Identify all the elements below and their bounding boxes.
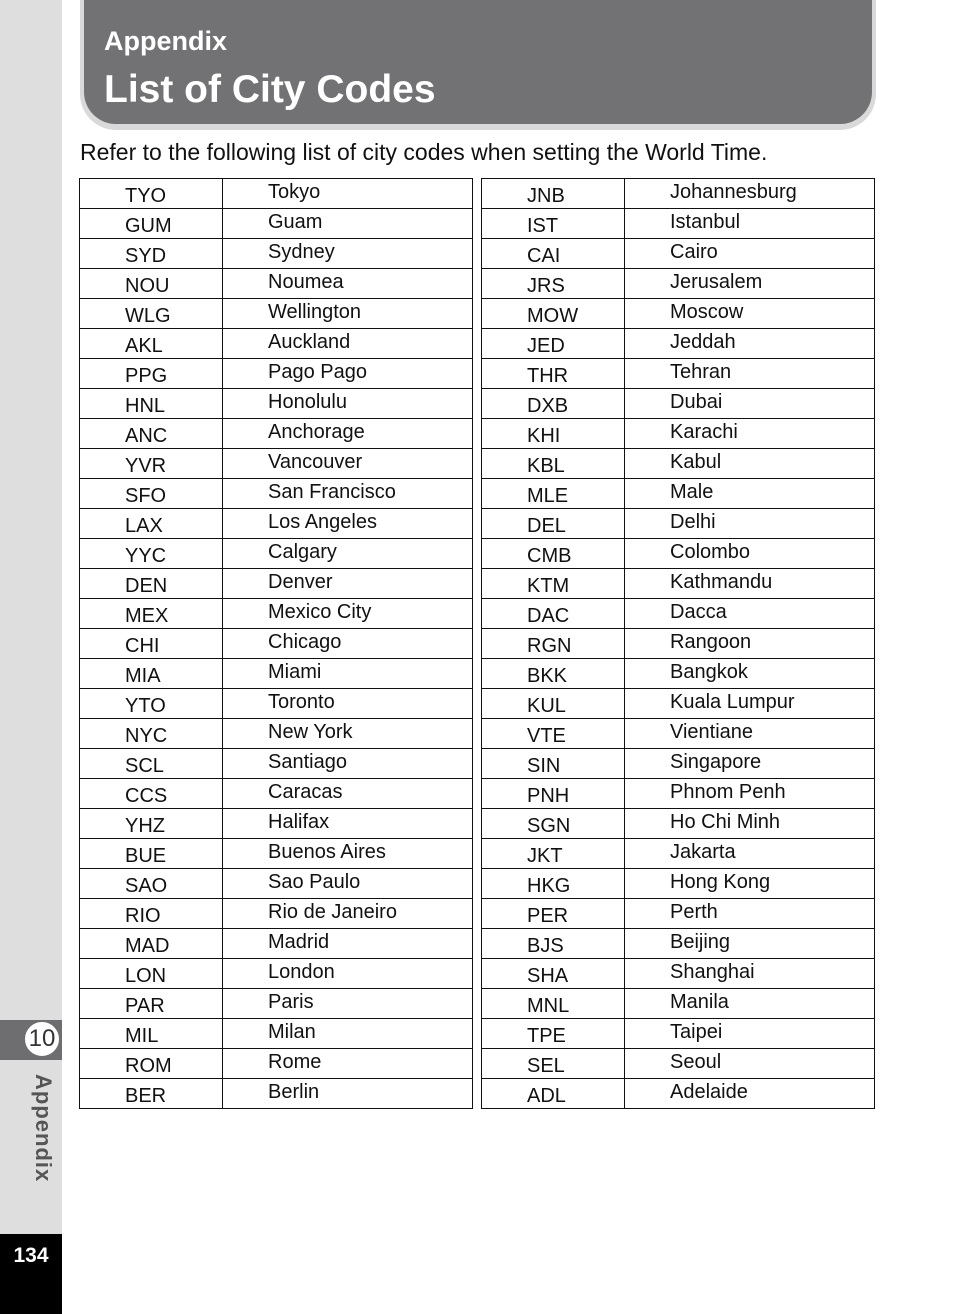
table-row xyxy=(482,1049,875,1079)
table-row xyxy=(482,179,875,209)
city-name: Sydney xyxy=(223,239,473,269)
city-name: Perth xyxy=(625,899,875,929)
city-name: Dubai xyxy=(625,389,875,419)
city-name: Dacca xyxy=(625,599,875,629)
table-row xyxy=(482,869,875,899)
table-row xyxy=(482,779,875,809)
city-code: MAD xyxy=(80,929,223,959)
table-row xyxy=(80,959,473,989)
city-name: Singapore xyxy=(625,749,875,779)
city-name: Noumea xyxy=(223,269,473,299)
table-row xyxy=(80,599,473,629)
city-code: IST xyxy=(482,209,625,239)
table-row xyxy=(482,719,875,749)
city-name: Rome xyxy=(223,1049,473,1079)
city-code: YYC xyxy=(80,539,223,569)
city-name: Miami xyxy=(223,659,473,689)
city-code: PPG xyxy=(80,359,223,389)
city-name: Honolulu xyxy=(223,389,473,419)
city-name: Rio de Janeiro xyxy=(223,899,473,929)
city-code: YTO xyxy=(80,689,223,719)
city-code: SHA xyxy=(482,959,625,989)
table-row xyxy=(482,1079,875,1109)
city-name: Manila xyxy=(625,989,875,1019)
table-row xyxy=(80,209,473,239)
table-row xyxy=(482,329,875,359)
city-name: Sao Paulo xyxy=(223,869,473,899)
city-code: VTE xyxy=(482,719,625,749)
table-row xyxy=(482,509,875,539)
city-name: Jerusalem xyxy=(625,269,875,299)
table-row xyxy=(80,809,473,839)
city-code: PAR xyxy=(80,989,223,1019)
city-code: PNH xyxy=(482,779,625,809)
city-name: Mexico City xyxy=(223,599,473,629)
city-code: SEL xyxy=(482,1049,625,1079)
city-name: Delhi xyxy=(625,509,875,539)
city-code: BJS xyxy=(482,929,625,959)
city-name: Los Angeles xyxy=(223,509,473,539)
city-name: Taipei xyxy=(625,1019,875,1049)
table-row xyxy=(80,689,473,719)
city-code: SGN xyxy=(482,809,625,839)
city-code: CCS xyxy=(80,779,223,809)
city-name: Calgary xyxy=(223,539,473,569)
table-row xyxy=(80,929,473,959)
city-code: BUE xyxy=(80,839,223,869)
city-codes-table-right xyxy=(481,178,875,1109)
city-name: Buenos Aires xyxy=(223,839,473,869)
table-row xyxy=(80,479,473,509)
city-code: ANC xyxy=(80,419,223,449)
city-name: Auckland xyxy=(223,329,473,359)
table-row xyxy=(80,989,473,1019)
city-name: New York xyxy=(223,719,473,749)
city-name: Milan xyxy=(223,1019,473,1049)
table-row xyxy=(482,569,875,599)
table-row xyxy=(482,539,875,569)
city-name: London xyxy=(223,959,473,989)
table-row xyxy=(482,809,875,839)
city-code: KTM xyxy=(482,569,625,599)
table-row xyxy=(482,989,875,1019)
chapter-number: 10 xyxy=(24,1021,60,1057)
city-codes-table-left xyxy=(79,178,473,1109)
city-name: Caracas xyxy=(223,779,473,809)
table-row xyxy=(80,1019,473,1049)
city-name: Jakarta xyxy=(625,839,875,869)
table-row xyxy=(80,509,473,539)
city-name: Anchorage xyxy=(223,419,473,449)
table-row xyxy=(482,389,875,419)
city-name: Ho Chi Minh xyxy=(625,809,875,839)
city-name: Tokyo xyxy=(223,179,473,209)
city-name: Toronto xyxy=(223,689,473,719)
table-row xyxy=(482,479,875,509)
city-code: DAC xyxy=(482,599,625,629)
city-code: JRS xyxy=(482,269,625,299)
city-code: HNL xyxy=(80,389,223,419)
city-code: LON xyxy=(80,959,223,989)
city-code: DEN xyxy=(80,569,223,599)
city-code: TYO xyxy=(80,179,223,209)
city-code: HKG xyxy=(482,869,625,899)
table-row xyxy=(80,659,473,689)
table-row xyxy=(482,659,875,689)
city-name: Santiago xyxy=(223,749,473,779)
city-name: Beijing xyxy=(625,929,875,959)
table-row xyxy=(482,599,875,629)
city-name: Wellington xyxy=(223,299,473,329)
city-code: NOU xyxy=(80,269,223,299)
table-row xyxy=(482,839,875,869)
city-code: RIO xyxy=(80,899,223,929)
city-name: Kuala Lumpur xyxy=(625,689,875,719)
city-code: CAI xyxy=(482,239,625,269)
table-row xyxy=(80,1049,473,1079)
city-name: Denver xyxy=(223,569,473,599)
city-code: CMB xyxy=(482,539,625,569)
city-code: ROM xyxy=(80,1049,223,1079)
city-name: Colombo xyxy=(625,539,875,569)
city-code: CHI xyxy=(80,629,223,659)
intro-text: Refer to the following list of city codes when setting the World Time. xyxy=(80,139,768,165)
city-name: Hong Kong xyxy=(625,869,875,899)
table-row xyxy=(482,929,875,959)
table-row xyxy=(482,209,875,239)
city-code: MOW xyxy=(482,299,625,329)
table-row xyxy=(482,959,875,989)
city-code: GUM xyxy=(80,209,223,239)
city-code: KUL xyxy=(482,689,625,719)
city-code: PER xyxy=(482,899,625,929)
city-name: Istanbul xyxy=(625,209,875,239)
table-row xyxy=(482,299,875,329)
city-name: Male xyxy=(625,479,875,509)
city-code: KHI xyxy=(482,419,625,449)
table-row xyxy=(80,869,473,899)
city-name: Jeddah xyxy=(625,329,875,359)
city-code: TPE xyxy=(482,1019,625,1049)
page-title: List of City Codes xyxy=(104,68,436,111)
city-code: YHZ xyxy=(80,809,223,839)
city-name: Rangoon xyxy=(625,629,875,659)
table-row xyxy=(80,629,473,659)
city-name: Vientiane xyxy=(625,719,875,749)
table-row xyxy=(80,749,473,779)
city-code: KBL xyxy=(482,449,625,479)
table-row xyxy=(80,1079,473,1109)
city-name: Guam xyxy=(223,209,473,239)
city-code: RGN xyxy=(482,629,625,659)
city-code: DXB xyxy=(482,389,625,419)
chapter-label: Appendix xyxy=(31,1074,56,1183)
table-row xyxy=(482,419,875,449)
city-code: JED xyxy=(482,329,625,359)
table-row xyxy=(482,1019,875,1049)
table-row xyxy=(482,899,875,929)
city-code: YVR xyxy=(80,449,223,479)
city-code: SAO xyxy=(80,869,223,899)
city-code: MNL xyxy=(482,989,625,1019)
table-row xyxy=(80,239,473,269)
city-code: THR xyxy=(482,359,625,389)
table-row xyxy=(80,779,473,809)
city-name: Tehran xyxy=(625,359,875,389)
table-row xyxy=(482,359,875,389)
city-code: MIA xyxy=(80,659,223,689)
section-label: Appendix xyxy=(104,26,228,56)
city-code: ADL xyxy=(482,1079,625,1109)
city-code: JNB xyxy=(482,179,625,209)
page-number: 134 xyxy=(13,1244,49,1267)
city-name: Berlin xyxy=(223,1079,473,1109)
city-name: Kathmandu xyxy=(625,569,875,599)
city-name: Halifax xyxy=(223,809,473,839)
city-name: Cairo xyxy=(625,239,875,269)
city-code: MIL xyxy=(80,1019,223,1049)
table-row xyxy=(80,719,473,749)
table-row xyxy=(80,389,473,419)
city-name: Adelaide xyxy=(625,1079,875,1109)
city-code: JKT xyxy=(482,839,625,869)
city-code: MEX xyxy=(80,599,223,629)
city-name: Kabul xyxy=(625,449,875,479)
city-name: Paris xyxy=(223,989,473,1019)
city-name: Moscow xyxy=(625,299,875,329)
city-code: SIN xyxy=(482,749,625,779)
table-row xyxy=(482,689,875,719)
table-row xyxy=(482,449,875,479)
city-code: SYD xyxy=(80,239,223,269)
city-code: MLE xyxy=(482,479,625,509)
table-row xyxy=(80,359,473,389)
city-name: Pago Pago xyxy=(223,359,473,389)
city-name: Chicago xyxy=(223,629,473,659)
table-row xyxy=(80,179,473,209)
table-row xyxy=(482,749,875,779)
table-row xyxy=(80,539,473,569)
table-row xyxy=(482,239,875,269)
table-row xyxy=(80,269,473,299)
city-code: SFO xyxy=(80,479,223,509)
city-name: Johannesburg xyxy=(625,179,875,209)
table-row xyxy=(482,269,875,299)
city-name: Vancouver xyxy=(223,449,473,479)
city-code: DEL xyxy=(482,509,625,539)
city-code: AKL xyxy=(80,329,223,359)
city-name: Shanghai xyxy=(625,959,875,989)
city-code: WLG xyxy=(80,299,223,329)
table-row xyxy=(80,899,473,929)
city-name: Bangkok xyxy=(625,659,875,689)
table-row xyxy=(80,839,473,869)
city-code: BER xyxy=(80,1079,223,1109)
city-code: NYC xyxy=(80,719,223,749)
table-row xyxy=(80,449,473,479)
city-code: SCL xyxy=(80,749,223,779)
table-row xyxy=(80,329,473,359)
city-name: Karachi xyxy=(625,419,875,449)
table-row xyxy=(80,419,473,449)
table-row xyxy=(80,569,473,599)
table-row xyxy=(80,299,473,329)
city-code: BKK xyxy=(482,659,625,689)
city-name: Seoul xyxy=(625,1049,875,1079)
city-name: Phnom Penh xyxy=(625,779,875,809)
city-name: Madrid xyxy=(223,929,473,959)
city-name: San Francisco xyxy=(223,479,473,509)
city-code: LAX xyxy=(80,509,223,539)
table-row xyxy=(482,629,875,659)
